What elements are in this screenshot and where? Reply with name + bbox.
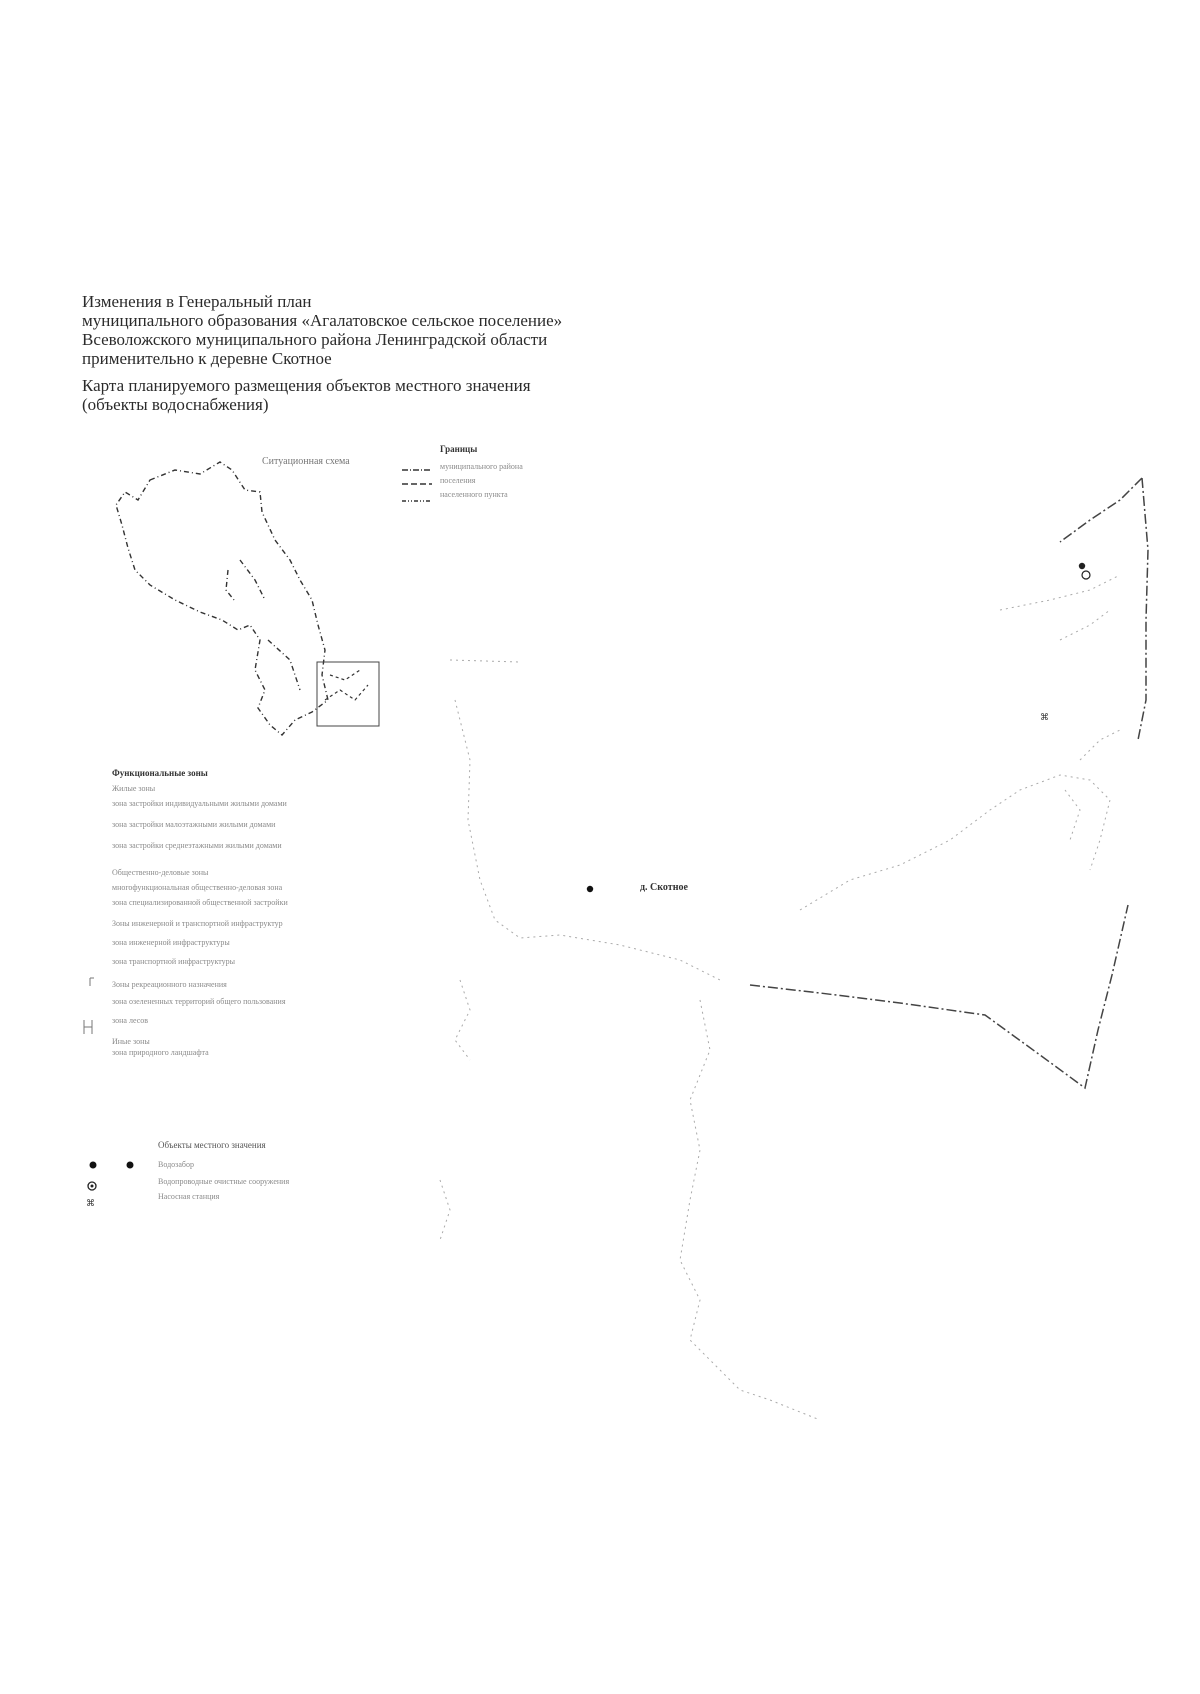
local-objects-heading: Объекты местного значения xyxy=(158,1140,266,1150)
settlement-boundary xyxy=(750,478,1148,1088)
well-icon xyxy=(1079,563,1085,569)
zone-group-other xyxy=(112,1037,372,1057)
zone-group-title: Зоны инженерной и транспортной инфраструктур xyxy=(112,919,283,928)
title-line-4: применительно к деревне Скотное xyxy=(82,349,332,368)
zone-item: зона застройки малоэтажными жилыми домами xyxy=(112,820,276,829)
local-objects-legend xyxy=(158,1140,289,1201)
functional-zones-legend xyxy=(112,768,372,1057)
object-item-pump: Насосная станция xyxy=(158,1192,220,1201)
zone-group-title: Общественно-деловые зоны xyxy=(112,868,209,877)
zone-item: зона лесов xyxy=(112,1016,149,1025)
zone-group-infrastructure xyxy=(112,919,372,966)
object-item-well: Водозабор xyxy=(158,1160,194,1169)
zone-item: многофункциональная общественно-деловая зона xyxy=(112,883,283,892)
zone-item: зона природного ландшафта xyxy=(112,1048,209,1057)
inset-frame-detail xyxy=(325,670,368,700)
title-line-2: муниципального образования «Агалатовское сельское поселение» xyxy=(82,311,563,330)
map-name-line-2: (объекты водоснабжения) xyxy=(82,395,269,414)
boundary-item-locality: населенного пункта xyxy=(440,490,508,499)
zone-group-residential xyxy=(112,784,372,850)
well-icon xyxy=(587,886,593,892)
zone-group-title: Жилые зоны xyxy=(112,784,156,793)
title-line-3: Всеволожского муниципального района Ленинградской области xyxy=(82,330,548,349)
faint-map-features xyxy=(440,575,1120,1420)
water-treatment-icon xyxy=(1082,571,1090,579)
zone-item: зона озелененных территорий общего пользования xyxy=(112,997,286,1006)
zone-item: зона застройки среднеэтажными жилыми домами xyxy=(112,841,282,850)
zone-group-title: Зоны рекреационного назначения xyxy=(112,980,227,989)
settlement-label: д. Скотное xyxy=(640,882,688,893)
zone-group-recreation xyxy=(112,980,372,1025)
title-line-1: Изменения в Генеральный план xyxy=(82,292,312,311)
situational-scheme-map xyxy=(116,462,328,735)
boundaries-legend xyxy=(440,444,523,504)
pump-station-icon: ⌘ xyxy=(1040,713,1049,723)
zone-item: зона застройки индивидуальными жилыми домами xyxy=(112,799,287,808)
zone-item: зона специализированной общественной застройки xyxy=(112,898,288,907)
boundary-legend-swatches xyxy=(402,470,432,501)
zone-item: зона инженерной инфраструктуры xyxy=(112,938,230,947)
zone-item: зона транспортной инфраструктуры xyxy=(112,957,236,966)
situational-scheme-label: Ситуационная схема xyxy=(262,456,350,467)
object-item-treatment: Водопроводные очистные сооружения xyxy=(158,1177,290,1186)
object-legend-symbols xyxy=(86,1162,134,1210)
map-name-line-1: Карта планируемого размещения объектов местного значения xyxy=(82,376,531,395)
zone-group-public xyxy=(112,868,372,907)
svg-text:⌘: ⌘ xyxy=(86,1199,95,1209)
zone-group-title: Иные зоны xyxy=(112,1037,150,1046)
boundary-item-district: муниципального района xyxy=(440,462,523,471)
inset-frame xyxy=(317,662,379,726)
boundaries-heading: Границы xyxy=(440,444,478,454)
functional-zones-heading: Функциональные зоны xyxy=(112,768,208,778)
zone-legend-symbols xyxy=(84,978,94,1034)
boundary-item-settlement: поселения xyxy=(440,476,476,485)
map-water-objects xyxy=(587,563,1090,892)
